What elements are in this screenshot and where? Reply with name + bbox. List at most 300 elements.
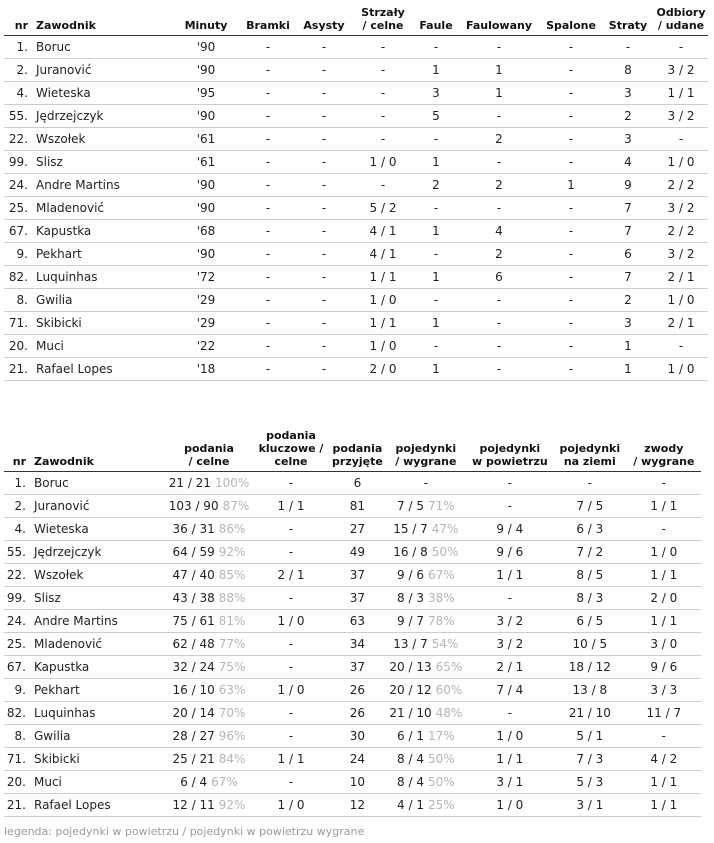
table-cell (330, 563, 385, 586)
cell-value: 3 / 0 (650, 636, 678, 651)
player-name (30, 724, 166, 747)
cell-value: 27 (349, 521, 366, 536)
player-name: Slisz (32, 151, 172, 174)
cell-value: 82. (6, 705, 26, 720)
table-cell: 99. (4, 151, 32, 174)
legend-note: legenda: pojedynki w powietrzu / pojedynki w powietrzu wygrane (4, 825, 365, 838)
cell-value: 1. (14, 475, 26, 490)
table-cell: - (654, 128, 708, 151)
table-cell: '95 (172, 82, 240, 105)
percentage-value: 54% (431, 636, 459, 651)
table-cell (627, 701, 701, 724)
table-cell (330, 724, 385, 747)
player-name (30, 471, 166, 494)
player-name: Rafael Lopes (32, 358, 172, 381)
table-row (4, 59, 708, 82)
table-cell: - (240, 151, 296, 174)
percentage-value: 85% (218, 567, 246, 582)
cell-value: 26 (349, 682, 366, 697)
cell-value: 1 / 0 (496, 797, 524, 812)
cell-value: 1 / 1 (650, 567, 678, 582)
table-cell (553, 632, 627, 655)
table-cell: 1 (414, 358, 458, 381)
table-row (4, 494, 701, 517)
table-cell: '22 (172, 335, 240, 358)
table-cell (467, 563, 553, 586)
player-name (30, 494, 166, 517)
cell-value: 1 / 1 (650, 498, 678, 513)
table-cell (252, 517, 330, 540)
table-cell (330, 793, 385, 816)
cell-value: - (661, 521, 666, 536)
table-cell: 3 / 2 (654, 59, 708, 82)
table-cell (627, 793, 701, 816)
table-cell: 7 (602, 266, 654, 289)
table-cell (627, 770, 701, 793)
column-header: Straty (602, 6, 654, 36)
cell-value: 8 / 3 (397, 590, 424, 605)
player-name: Kapustka (32, 220, 172, 243)
table-cell: - (540, 312, 602, 335)
percentage-value: 87% (222, 498, 250, 513)
table-row (4, 197, 708, 220)
table-cell: 1 (414, 59, 458, 82)
table-cell: - (414, 36, 458, 59)
cell-value: 21. (6, 797, 26, 812)
cell-value: 5 / 3 (576, 774, 604, 789)
cell-value: 12 (349, 797, 366, 812)
table-row (4, 770, 701, 793)
table-cell: - (458, 335, 540, 358)
cell-value: 6 (353, 475, 362, 490)
cell-value: 9 / 4 (496, 521, 524, 536)
table-cell: - (240, 128, 296, 151)
percentage-value: 60% (435, 682, 463, 697)
table-cell (4, 517, 30, 540)
player-name: Mladenović (32, 197, 172, 220)
cell-value: 2 / 1 (496, 659, 524, 674)
cell-value: 20 / 13 (389, 659, 432, 674)
table-cell: 4 / 1 (352, 243, 414, 266)
table-cell: - (240, 266, 296, 289)
table-cell (252, 678, 330, 701)
table-row (4, 678, 701, 701)
table-row (4, 655, 701, 678)
table-cell: 1 (458, 59, 540, 82)
cell-value: 10 (349, 774, 366, 789)
table-cell: - (458, 289, 540, 312)
percentage-value: 25% (427, 797, 455, 812)
table-cell (553, 678, 627, 701)
player-name (30, 701, 166, 724)
table-cell: 67. (4, 220, 32, 243)
cell-value: 6 / 5 (576, 613, 604, 628)
cell-value: 4 / 2 (650, 751, 678, 766)
table-cell: - (540, 82, 602, 105)
table-cell: 2 (602, 105, 654, 128)
table-cell: - (540, 36, 602, 59)
table-cell: 9 (602, 174, 654, 197)
percentage-value: 38% (427, 590, 455, 605)
table-cell: 1 / 0 (352, 151, 414, 174)
table-cell (4, 701, 30, 724)
table-cell (467, 632, 553, 655)
table-cell: '90 (172, 197, 240, 220)
table-cell (467, 678, 553, 701)
percentage-value: 77% (218, 636, 246, 651)
table-cell: - (240, 82, 296, 105)
table-cell (4, 586, 30, 609)
table-cell (166, 540, 252, 563)
table-cell: 2 (414, 174, 458, 197)
player-name: Wszołek (32, 128, 172, 151)
percentage-value: 75% (218, 659, 246, 674)
player-name: Jędrzejczyk (32, 105, 172, 128)
cell-value: 1 / 1 (496, 751, 524, 766)
column-header: Minuty (172, 6, 240, 36)
cell-value: 37 (349, 590, 366, 605)
table-cell: - (296, 105, 352, 128)
table-cell: - (458, 358, 540, 381)
table-cell (166, 793, 252, 816)
column-header: Asysty (296, 6, 352, 36)
cell-value: 25. (6, 636, 26, 651)
table-cell (252, 471, 330, 494)
table-row (4, 632, 701, 655)
table-cell: - (240, 59, 296, 82)
table-cell: 21. (4, 358, 32, 381)
table-cell: 1 / 1 (352, 312, 414, 335)
table-cell (330, 609, 385, 632)
table-2-header-row (4, 427, 701, 471)
table-cell: 2 / 2 (654, 220, 708, 243)
table-cell: - (540, 59, 602, 82)
cell-value: 16 / 10 (172, 682, 215, 697)
column-header: Bramki (240, 6, 296, 36)
table-cell (166, 517, 252, 540)
table-cell (553, 517, 627, 540)
cell-value: 7 / 2 (576, 544, 604, 559)
table-cell: 1. (4, 36, 32, 59)
table-cell: '90 (172, 174, 240, 197)
player-name (30, 770, 166, 793)
table-cell: - (296, 151, 352, 174)
table-cell (553, 540, 627, 563)
table-cell: 1 / 1 (352, 266, 414, 289)
table-cell: '72 (172, 266, 240, 289)
table-row (4, 312, 708, 335)
cell-value: 2 / 0 (650, 590, 678, 605)
player-name: Muci (32, 335, 172, 358)
cell-value: - (288, 659, 294, 674)
percentage-value: 67% (427, 567, 455, 582)
cell-value: 9 / 7 (397, 613, 424, 628)
table-cell: - (296, 197, 352, 220)
table-cell: 4 (458, 220, 540, 243)
cell-value: 4 / 1 (397, 797, 424, 812)
cell-value: 71. (6, 751, 26, 766)
table-cell (553, 770, 627, 793)
column-header: pojedynki / wygrane (385, 427, 467, 471)
table-cell: 20. (4, 335, 32, 358)
table-cell (166, 609, 252, 632)
cell-value: - (507, 705, 512, 720)
table-cell: 1 (458, 82, 540, 105)
table-cell (330, 701, 385, 724)
table-row (4, 243, 708, 266)
table-cell (627, 747, 701, 770)
cell-value: - (423, 475, 428, 490)
table-cell (627, 609, 701, 632)
table-cell: 9. (4, 243, 32, 266)
table-cell: 1 / 0 (352, 335, 414, 358)
column-header: pojedynki w powietrzu (467, 427, 553, 471)
table-cell (385, 770, 467, 793)
table-cell: - (352, 174, 414, 197)
table-cell: 3 / 2 (654, 197, 708, 220)
cell-value: 1 / 1 (650, 613, 678, 628)
cell-value: 2. (14, 498, 26, 513)
table-cell: - (296, 82, 352, 105)
cell-value: - (661, 728, 666, 743)
cell-value: 4. (14, 521, 26, 536)
table-cell: - (240, 289, 296, 312)
table-cell: 2 / 2 (654, 174, 708, 197)
column-header: Zawodnik (32, 6, 172, 36)
table-cell (330, 517, 385, 540)
cell-value: 1 / 0 (277, 682, 305, 697)
table-row (4, 701, 701, 724)
table-cell: - (458, 105, 540, 128)
cell-value: 25 / 21 (172, 751, 215, 766)
cell-value: - (587, 475, 592, 490)
table-cell (553, 724, 627, 747)
table-cell: - (414, 289, 458, 312)
cell-value: 16 / 8 (393, 544, 428, 559)
cell-value: Wieteska (34, 521, 89, 536)
table-cell: 1 / 0 (654, 358, 708, 381)
player-name (30, 540, 166, 563)
cell-value: 1 / 1 (496, 567, 524, 582)
table-cell (166, 678, 252, 701)
table-cell: 1 / 0 (654, 289, 708, 312)
table-cell: 71. (4, 312, 32, 335)
table-cell (330, 678, 385, 701)
cell-value: 1 / 0 (650, 544, 678, 559)
cell-value: Slisz (34, 590, 61, 605)
table-row (4, 105, 708, 128)
table-cell (553, 471, 627, 494)
table-cell: - (352, 128, 414, 151)
table-cell (166, 747, 252, 770)
table-cell: - (540, 243, 602, 266)
table-cell (252, 494, 330, 517)
table-cell (4, 724, 30, 747)
cell-value: 9 / 6 (496, 544, 524, 559)
column-header: Strzały / celne (352, 6, 414, 36)
table-cell: 2 / 1 (654, 312, 708, 335)
player-name: Pekhart (32, 243, 172, 266)
table-cell: 3 (602, 312, 654, 335)
table-cell (467, 747, 553, 770)
cell-value: 8 / 4 (397, 774, 424, 789)
table-cell: 2 (458, 243, 540, 266)
column-header: podania przyjęte (330, 427, 385, 471)
table-cell: - (540, 128, 602, 151)
table-row (4, 220, 708, 243)
table-cell: - (240, 220, 296, 243)
table-cell (385, 632, 467, 655)
percentage-value: 92% (218, 544, 246, 559)
cell-value: Luquinhas (34, 705, 96, 720)
table-cell (330, 770, 385, 793)
cell-value: 9 / 6 (650, 659, 678, 674)
cell-value: 1 / 1 (277, 751, 305, 766)
cell-value: 7 / 3 (576, 751, 604, 766)
table-cell: 6 (458, 266, 540, 289)
table-cell: - (296, 335, 352, 358)
table-cell (385, 586, 467, 609)
table-cell (467, 724, 553, 747)
table-cell (252, 632, 330, 655)
table-cell (252, 724, 330, 747)
table-cell: - (414, 243, 458, 266)
table-row (4, 128, 708, 151)
table-cell: 1 (602, 358, 654, 381)
cell-value: - (507, 475, 512, 490)
table-cell: - (296, 358, 352, 381)
table-cell (252, 747, 330, 770)
cell-value: 7 / 5 (397, 498, 424, 513)
table-cell (166, 632, 252, 655)
table-cell: 2 (458, 128, 540, 151)
table-cell: 4 / 1 (352, 220, 414, 243)
table-cell (166, 724, 252, 747)
player-name (30, 632, 166, 655)
player-name (30, 793, 166, 816)
table-cell (4, 540, 30, 563)
cell-value: 9. (14, 682, 26, 697)
cell-value: 49 (349, 544, 366, 559)
cell-value: 21 / 21 (168, 475, 211, 490)
percentage-value: 48% (435, 705, 463, 720)
table-cell (330, 540, 385, 563)
table-cell: - (540, 289, 602, 312)
table-row (4, 358, 708, 381)
cell-value: 1 / 1 (650, 774, 678, 789)
table-row (4, 747, 701, 770)
table-cell: 3 (602, 82, 654, 105)
table-cell (627, 471, 701, 494)
column-header: Faulowany (458, 6, 540, 36)
cell-value: 1 / 1 (650, 797, 678, 812)
table-cell (252, 540, 330, 563)
table-cell: 3 (414, 82, 458, 105)
table-cell: '68 (172, 220, 240, 243)
table-cell: - (296, 266, 352, 289)
table-cell: 1 / 1 (654, 82, 708, 105)
table-cell (252, 609, 330, 632)
cell-value: Rafael Lopes (34, 797, 111, 812)
table-cell: - (240, 243, 296, 266)
table-row (4, 82, 708, 105)
cell-value: 8 / 4 (397, 751, 424, 766)
cell-value: 36 / 31 (172, 521, 215, 536)
cell-value: 34 (349, 636, 366, 651)
table-cell: - (296, 312, 352, 335)
percentage-value: 88% (218, 590, 246, 605)
table-row (4, 563, 701, 586)
table-cell: 1 (414, 151, 458, 174)
table-cell: - (240, 335, 296, 358)
column-header: Spalone (540, 6, 602, 36)
table-row (4, 174, 708, 197)
percentage-value: 81% (218, 613, 246, 628)
table-cell: 2 / 0 (352, 358, 414, 381)
cell-value: 1 / 0 (277, 613, 305, 628)
table-row (4, 724, 701, 747)
table-cell: 1 (602, 335, 654, 358)
table-cell: 82. (4, 266, 32, 289)
table-cell: '61 (172, 151, 240, 174)
table-cell: '90 (172, 105, 240, 128)
cell-value: - (288, 705, 294, 720)
table-cell: - (240, 197, 296, 220)
player-name (30, 747, 166, 770)
table-cell (627, 655, 701, 678)
percentage-value: 100% (214, 475, 250, 490)
percentage-value: 65% (435, 659, 463, 674)
table-cell: - (654, 36, 708, 59)
percentage-value: 67% (211, 774, 238, 789)
table-row (4, 793, 701, 816)
table-cell (166, 471, 252, 494)
table-row (4, 335, 708, 358)
table-cell: - (540, 220, 602, 243)
table-cell: - (654, 335, 708, 358)
table-cell (385, 678, 467, 701)
table-cell (252, 563, 330, 586)
player-name: Skibicki (32, 312, 172, 335)
cell-value: Mladenović (34, 636, 103, 651)
table-1-body (4, 36, 708, 381)
table-cell (385, 540, 467, 563)
table-cell: 4 (602, 151, 654, 174)
table-cell: - (352, 82, 414, 105)
table-cell: - (240, 174, 296, 197)
table-cell: 4. (4, 82, 32, 105)
table-row (4, 266, 708, 289)
table-cell (4, 655, 30, 678)
table-cell (166, 563, 252, 586)
cell-value: 6 / 4 (180, 774, 208, 789)
table-cell (385, 563, 467, 586)
table-cell: 5 / 2 (352, 197, 414, 220)
cell-value: 1 / 1 (277, 498, 305, 513)
cell-value: 20 / 12 (389, 682, 432, 697)
player-name: Luquinhas (32, 266, 172, 289)
cell-value: 21 / 10 (568, 705, 611, 720)
player-stats-table-2 (4, 427, 701, 817)
table-row (4, 586, 701, 609)
table-cell (467, 655, 553, 678)
cell-value: 32 / 24 (172, 659, 215, 674)
table-cell (627, 724, 701, 747)
table-cell (166, 701, 252, 724)
cell-value: 1 / 0 (277, 797, 305, 812)
table-cell: '18 (172, 358, 240, 381)
cell-value: 7 / 4 (496, 682, 524, 697)
